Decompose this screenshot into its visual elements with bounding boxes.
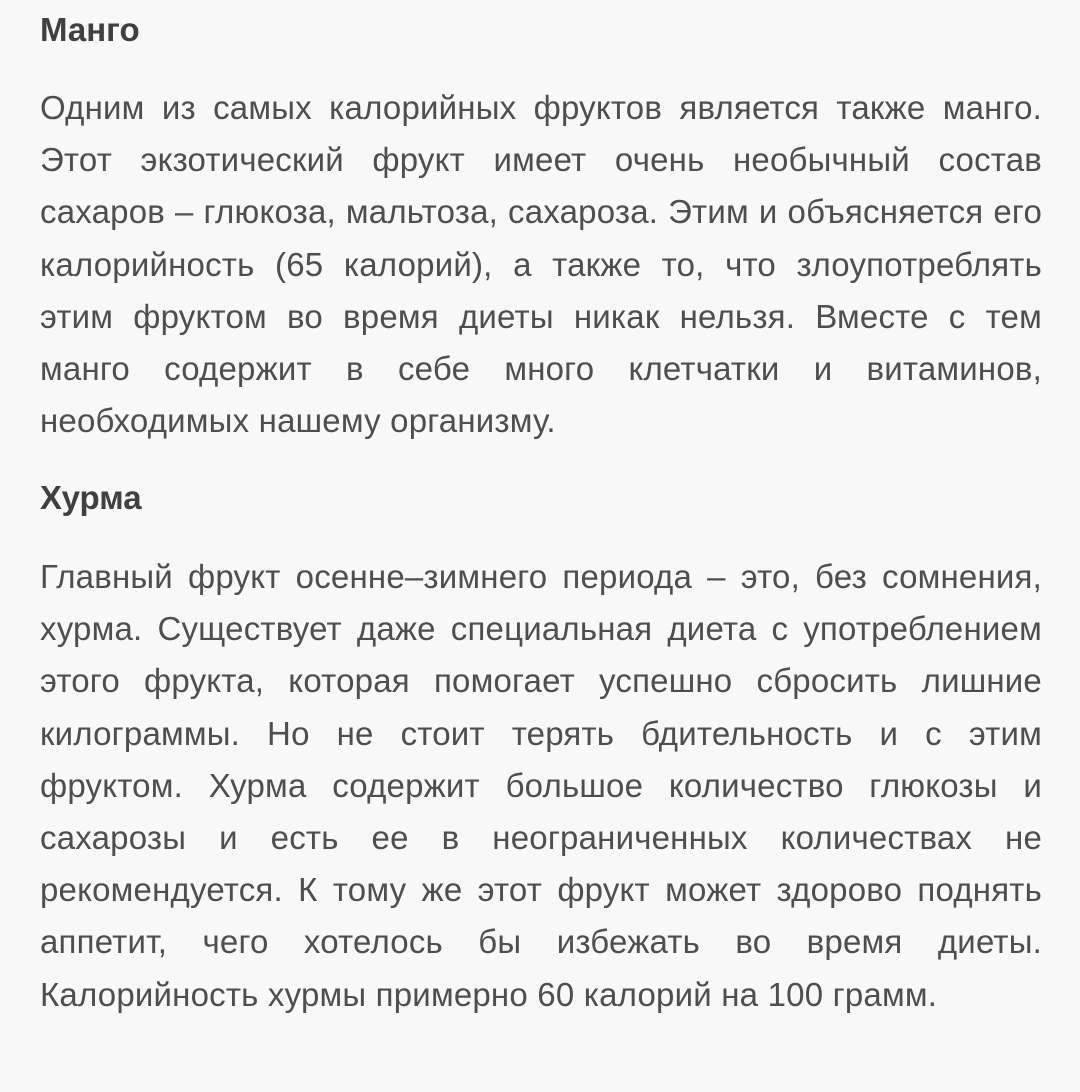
section-text-persimmon: Главный фрукт осенне–зимнего периода – это, без сомнения, хурма. Существует даже специальная диета с употреблением этого фрукта, которая помогает успешно сбросить лишние килограммы. Но не стоит терять бдительность и с этим фруктом. Хурма содержит большое количество глюкозы и сахарозы и есть ее в неограниченных количествах не рекомендуется. К тому же этот фрукт может здорово поднять аппетит, чего хотелось бы избежать во время диеты. Калорийность хурмы примерно 60 калорий на 100 грамм. [40,558,1042,1013]
section-title-mango: Манго [40,11,140,48]
section-title-persimmon: Хурма [40,479,142,516]
section-text-mango: Одним из самых калорийных фруктов является также манго. Этот экзотический фрукт имеет очень необычный состав сахаров – глюкоза, мальтоза, сахароза. Этим и объясняется его калорийность (65 калорий), а также то, что злоупотреблять этим фруктом во время диеты никак нельзя. Вместе с тем манго содержит в себе много клетчатки и витаминов, необходимых нашему организму. [40,89,1042,440]
